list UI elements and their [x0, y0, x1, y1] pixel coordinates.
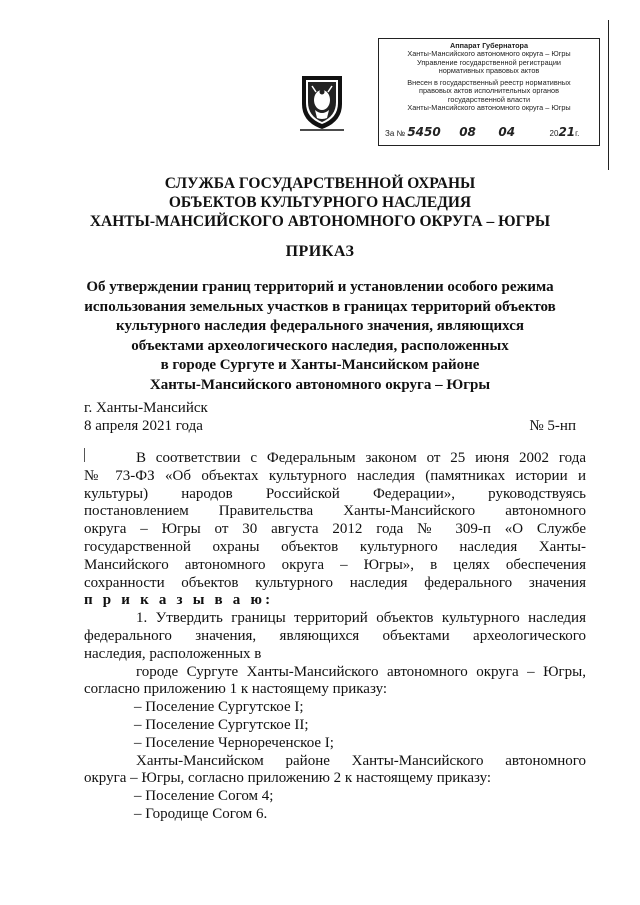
body-line: согласно приложению 1 к настоящему приказу:: [84, 681, 388, 698]
body-line: 1. Утвердить границы территорий объектов культурного наследия: [136, 610, 586, 627]
coat-of-arms-emblem: [296, 72, 348, 132]
stamp-reg-suffix: г.: [575, 128, 580, 138]
order-subject: [40, 278, 600, 395]
stamp-line: Аппарат Губернатора: [449, 42, 529, 50]
org-line: ХАНТЫ-МАНСИЙСКОГО АВТОНОМНОГО ОКРУГА – ЮГРЫ: [89, 213, 551, 230]
stamp-reg-day: 08: [459, 124, 476, 139]
stamp-line: правовых актов исполнительных органов: [419, 87, 559, 96]
issue-place: г. Ханты-Мансийск: [84, 400, 208, 416]
stamp-reg-year: 21: [558, 124, 576, 139]
body-line-order-word: п р и к а з ы в а ю:: [84, 592, 274, 609]
list-item: – Поселение Сургутское I;: [134, 699, 304, 716]
stamp-line: Ханты-Мансийского автономного округа – Югры: [407, 104, 571, 113]
body-line: государственной охраны объектов культурного наследия Ханты-: [84, 538, 586, 555]
body-line: культуры) народов Российской Федерации», руководствуясь: [84, 485, 586, 502]
body-line: В соответствии с Федеральным законом от 25 июня 2002 года: [136, 450, 586, 466]
stamp-line: Управление государственной регистрации: [417, 58, 561, 67]
list-item: – Поселение Согом 4;: [134, 788, 274, 805]
org-line: СЛУЖБА ГОСУДАРСТВЕННОЙ ОХРАНЫ: [164, 175, 476, 192]
org-line: ОБЪЕКТОВ КУЛЬТУРНОГО НАСЛЕДИЯ: [168, 194, 472, 211]
stamp-line: Внесен в государственный реестр нормативных: [407, 79, 571, 88]
subject-line: использования земельных участков в границах территорий объектов: [84, 298, 556, 315]
body-line: сохранности объектов культурного наследия федерального значения: [84, 574, 586, 591]
order-number: № 5-нп: [529, 418, 576, 434]
list-item: – Поселение Чернореченское I;: [134, 734, 334, 751]
stamp-line: нормативных правовых актов: [438, 66, 540, 75]
stamp-line: государственной власти: [447, 95, 531, 104]
stamp-registration-row: [385, 124, 593, 139]
stamp-reg-year-prefix: 20: [549, 128, 559, 138]
margin-line: [608, 20, 609, 170]
body-line: Мансийского автономного округа – Югры», в целях обеспечения: [84, 556, 586, 573]
list-item: – Поселение Сургутское II;: [134, 716, 309, 733]
body-line: федерального значения, являющихся объектами археологического: [84, 627, 586, 644]
subject-line: Об утверждении границ территорий и установлении особого режима: [86, 279, 554, 295]
stamp-reg-number: 5450: [407, 124, 441, 139]
subject-line: объектами археологического наследия, расположенных: [131, 337, 509, 354]
body-line: округа – Югры, согласно приложению 2 к настоящему приказу:: [84, 770, 492, 787]
body-line: постановлением Правительства Ханты-Мансийского автономного: [84, 503, 586, 520]
list-item: – Городище Согом 6.: [134, 805, 268, 822]
body-line: наследия, расположенных в: [84, 645, 262, 662]
body-line: № 73-ФЗ «Об объектах культурного наследия (памятниках истории и: [84, 467, 586, 484]
issue-date: 8 апреля 2021 года: [84, 418, 203, 434]
order-body: [84, 450, 586, 824]
body-line: округа – Югры от 30 августа 2012 года № 309-п «О Службе: [84, 521, 586, 538]
subject-line: культурного наследия федерального значения, являющихся: [116, 318, 524, 334]
document-type: ПРИКАЗ: [285, 243, 355, 260]
stamp-line: Ханты-Мансийского автономного округа – Югры: [407, 50, 571, 59]
registration-stamp: [378, 38, 600, 146]
body-line: Ханты-Мансийском районе Ханты-Мансийского автономного: [136, 752, 586, 769]
stamp-reg-prefix: За №: [385, 128, 406, 138]
organization-name: [40, 174, 600, 231]
stamp-reg-month: 04: [498, 124, 516, 139]
subject-line: Ханты-Мансийского автономного округа – Югры: [149, 376, 491, 393]
subject-line: в городе Сургуте и Ханты-Мансийском районе: [160, 357, 480, 373]
body-line: городе Сургуте Ханты-Мансийского автономного округа – Югры,: [136, 663, 586, 680]
